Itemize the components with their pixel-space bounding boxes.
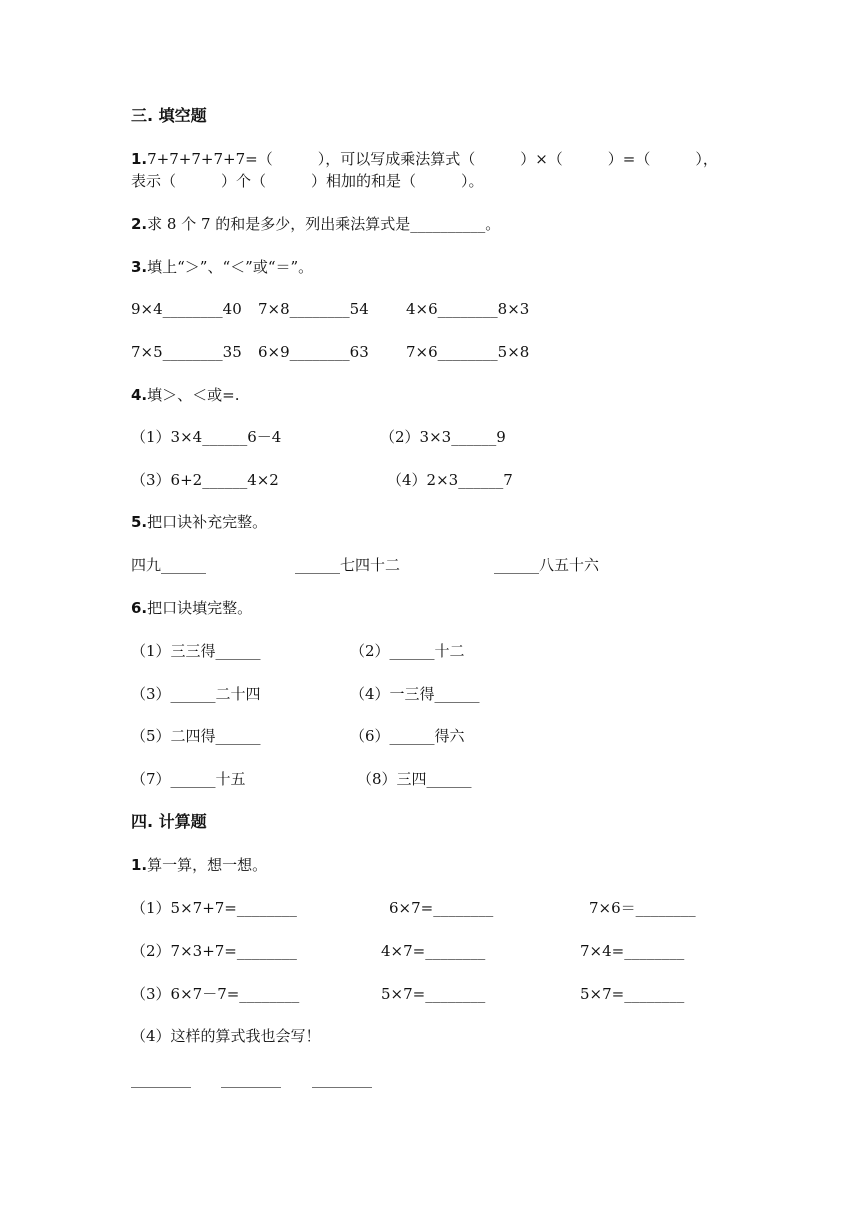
- q1-number: 1.: [131, 150, 148, 168]
- q6-item: （6）______得六: [350, 727, 465, 745]
- q1-line1: [131, 149, 718, 169]
- q3-line: [131, 257, 313, 277]
- q3-text: 填上“＞”、“＜”或“＝”。: [147, 258, 314, 276]
- calc-item: （1）5×7+7=________: [131, 899, 297, 917]
- calc-part4: （4）这样的算式我也会写！: [131, 1027, 321, 1045]
- q4-number: 4.: [131, 386, 148, 404]
- s4-q1-number: 1.: [131, 856, 148, 874]
- q5-item: ______八五十六: [494, 556, 600, 574]
- q6-item: （7）______十五: [131, 770, 246, 788]
- q6-number: 6.: [131, 599, 148, 617]
- q6-item: （1）三三得______: [131, 642, 261, 660]
- calc-item: 7×4=________: [580, 942, 685, 960]
- calc-item: 5×7=________: [580, 985, 685, 1003]
- q1-line2: 表示（ ）个（ ）相加的和是（ ）。: [131, 172, 484, 190]
- q5-item: 四九______: [131, 556, 207, 574]
- calc-item: 7×6＝________: [589, 899, 696, 917]
- answer-line: ________: [221, 1070, 281, 1088]
- s4-q1-line: [131, 855, 267, 875]
- q6-item: （3）______二十四: [131, 685, 261, 703]
- calc-item: 4×7=________: [381, 942, 486, 960]
- section-3-title: 三. 填空题: [131, 106, 207, 125]
- s4-q1-text: 算一算，想一想。: [147, 856, 268, 874]
- q3-item: 9×4________40: [131, 300, 242, 318]
- q2-text: 求 8 个 7 的和是多少，列出乘法算式是__________。: [147, 215, 501, 233]
- q5-line: [131, 512, 267, 532]
- q5-number: 5.: [131, 513, 148, 531]
- q6-item: （2）______十二: [350, 642, 465, 660]
- q6-item: （8）三四______: [357, 770, 472, 788]
- section-4-title: 四. 计算题: [131, 812, 207, 831]
- q1-text-line1: 7+7+7+7+7=（ ），可以写成乘法算式（ ）×（ ）=（ ），: [147, 150, 718, 168]
- q2-line: [131, 214, 500, 234]
- calc-item: 6×7=________: [389, 899, 494, 917]
- answer-line: ________: [312, 1070, 372, 1088]
- q5-text: 把口诀补充完整。: [147, 513, 268, 531]
- q3-number: 3.: [131, 258, 148, 276]
- q3-item: 7×6________5×8: [406, 343, 530, 361]
- answer-line: ________: [131, 1070, 191, 1088]
- q6-text: 把口诀填完整。: [147, 599, 253, 617]
- calc-item: （3）6×7－7=________: [131, 985, 300, 1003]
- q6-line: [131, 598, 252, 618]
- q3-item: 7×5________35: [131, 343, 242, 361]
- q4-item: （4）2×3______7: [387, 471, 513, 489]
- q6-item: （4）一三得______: [350, 685, 480, 703]
- q3-item: 6×9________63: [258, 343, 369, 361]
- q3-item: 4×6________8×3: [406, 300, 530, 318]
- calc-item: 5×7=________: [381, 985, 486, 1003]
- q4-line: [131, 385, 239, 405]
- q3-item: 7×8________54: [258, 300, 369, 318]
- q5-item: ______七四十二: [295, 556, 401, 574]
- q4-text: 填＞、＜或=.: [147, 386, 240, 404]
- q6-item: （5）二四得______: [131, 727, 261, 745]
- q4-item: （2）3×3______9: [380, 428, 506, 446]
- calc-item: （2）7×3+7=________: [131, 942, 297, 960]
- q4-item: （3）6+2______4×2: [131, 471, 279, 489]
- q4-item: （1）3×4______6－4: [131, 428, 282, 446]
- q2-number: 2.: [131, 215, 148, 233]
